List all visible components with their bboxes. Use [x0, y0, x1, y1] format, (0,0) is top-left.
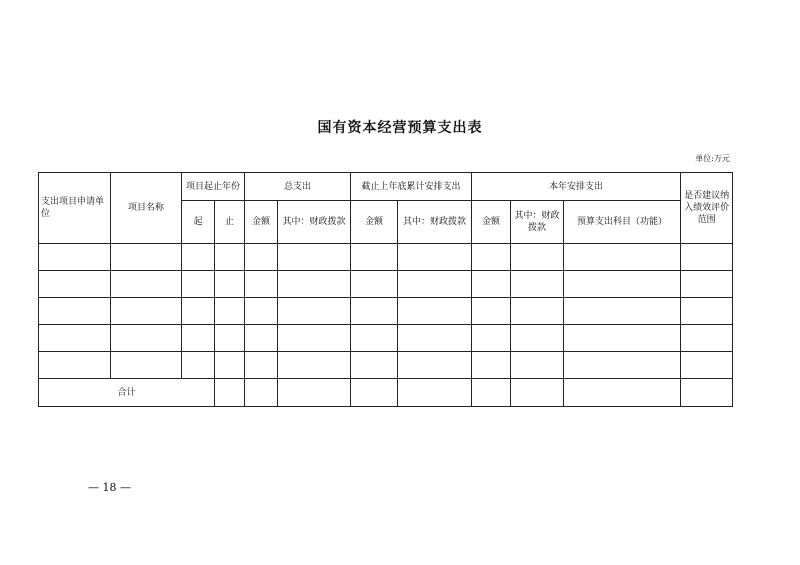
header-applicant: 支出项目申请单位 [39, 173, 111, 244]
table-cell[interactable] [511, 271, 564, 298]
table-cell[interactable] [215, 298, 245, 325]
table-cell[interactable] [511, 244, 564, 271]
table-cell[interactable] [39, 298, 111, 325]
table-cell[interactable] [182, 352, 215, 379]
table-cell[interactable] [472, 352, 511, 379]
table-cell[interactable] [215, 271, 245, 298]
header-budget-subject: 预算支出科目（功能） [564, 201, 681, 244]
table-cell[interactable] [215, 352, 245, 379]
header-current-fiscal: 其中：财政拨款 [511, 201, 564, 244]
table-cell[interactable] [511, 298, 564, 325]
table-cell[interactable] [351, 298, 398, 325]
table-cell[interactable] [278, 298, 351, 325]
table-cell[interactable] [564, 271, 681, 298]
table-cell[interactable] [564, 298, 681, 325]
total-cell[interactable] [215, 379, 245, 407]
table-cell[interactable] [111, 244, 182, 271]
table-cell[interactable] [278, 244, 351, 271]
total-cell[interactable] [245, 379, 278, 407]
table-cell[interactable] [39, 325, 111, 352]
table-cell[interactable] [245, 244, 278, 271]
table-cell[interactable] [111, 352, 182, 379]
table-cell[interactable] [39, 244, 111, 271]
total-cell[interactable] [472, 379, 511, 407]
table-cell[interactable] [398, 244, 472, 271]
table-cell[interactable] [472, 271, 511, 298]
header-total-amount: 金额 [245, 201, 278, 244]
table-cell[interactable] [182, 244, 215, 271]
table-cell[interactable] [351, 244, 398, 271]
table-cell[interactable] [681, 271, 733, 298]
header-current-year: 本年安排支出 [472, 173, 681, 201]
total-label: 合计 [39, 379, 215, 407]
table-cell[interactable] [182, 271, 215, 298]
table-cell[interactable] [564, 244, 681, 271]
page-title: 国有资本经营预算支出表 [317, 120, 483, 136]
header-cumulative-fiscal: 其中：财政拨款 [398, 201, 472, 244]
table-cell[interactable] [111, 298, 182, 325]
header-performance: 是否建议纳入绩效评价范围 [681, 173, 733, 244]
table-cell[interactable] [564, 325, 681, 352]
total-cell[interactable] [278, 379, 351, 407]
table-cell[interactable] [245, 298, 278, 325]
table-cell[interactable] [472, 298, 511, 325]
table-cell[interactable] [398, 352, 472, 379]
header-row-1 [39, 173, 733, 201]
table-cell[interactable] [351, 352, 398, 379]
table-cell[interactable] [351, 325, 398, 352]
table-cell[interactable] [111, 325, 182, 352]
header-period: 项目起止年份 [182, 173, 245, 201]
total-cell[interactable] [681, 379, 733, 407]
table-cell[interactable] [278, 325, 351, 352]
table-cell[interactable] [472, 325, 511, 352]
table-cell[interactable] [681, 244, 733, 271]
table-cell[interactable] [245, 352, 278, 379]
table-cell[interactable] [39, 352, 111, 379]
header-period-end: 止 [215, 201, 245, 244]
table-cell[interactable] [278, 352, 351, 379]
table-cell[interactable] [564, 352, 681, 379]
budget-table [38, 172, 733, 407]
header-current-amount: 金额 [472, 201, 511, 244]
table-cell[interactable] [39, 271, 111, 298]
total-cell[interactable] [564, 379, 681, 407]
header-project-name: 项目名称 [111, 173, 182, 244]
table-cell[interactable] [511, 325, 564, 352]
table-cell[interactable] [398, 271, 472, 298]
table-cell[interactable] [245, 325, 278, 352]
table-row [39, 325, 733, 352]
total-cell[interactable] [398, 379, 472, 407]
table-cell[interactable] [182, 298, 215, 325]
table-cell[interactable] [681, 352, 733, 379]
table-cell[interactable] [511, 352, 564, 379]
table-cell[interactable] [472, 244, 511, 271]
total-row [39, 379, 733, 407]
table-cell[interactable] [111, 271, 182, 298]
total-cell[interactable] [511, 379, 564, 407]
header-total-expense: 总支出 [245, 173, 351, 201]
header-cumulative-amount: 金额 [351, 201, 398, 244]
header-total-fiscal: 其中：财政拨款 [278, 201, 351, 244]
table-row [39, 244, 733, 271]
header-period-start: 起 [182, 201, 215, 244]
table-cell[interactable] [398, 325, 472, 352]
table-cell[interactable] [215, 325, 245, 352]
table-cell[interactable] [278, 271, 351, 298]
total-cell[interactable] [351, 379, 398, 407]
unit-label: 单位:万元 [695, 154, 730, 163]
table-cell[interactable] [245, 271, 278, 298]
table-cell[interactable] [681, 325, 733, 352]
page-number: — 18 — [88, 481, 131, 494]
table-row [39, 271, 733, 298]
table-cell[interactable] [681, 298, 733, 325]
table-row [39, 352, 733, 379]
table-body [39, 244, 733, 379]
table-row [39, 298, 733, 325]
table-cell[interactable] [215, 244, 245, 271]
table-cell[interactable] [182, 325, 215, 352]
table-cell[interactable] [398, 298, 472, 325]
header-cumulative: 截止上年底累计安排支出 [351, 173, 472, 201]
table-cell[interactable] [351, 271, 398, 298]
